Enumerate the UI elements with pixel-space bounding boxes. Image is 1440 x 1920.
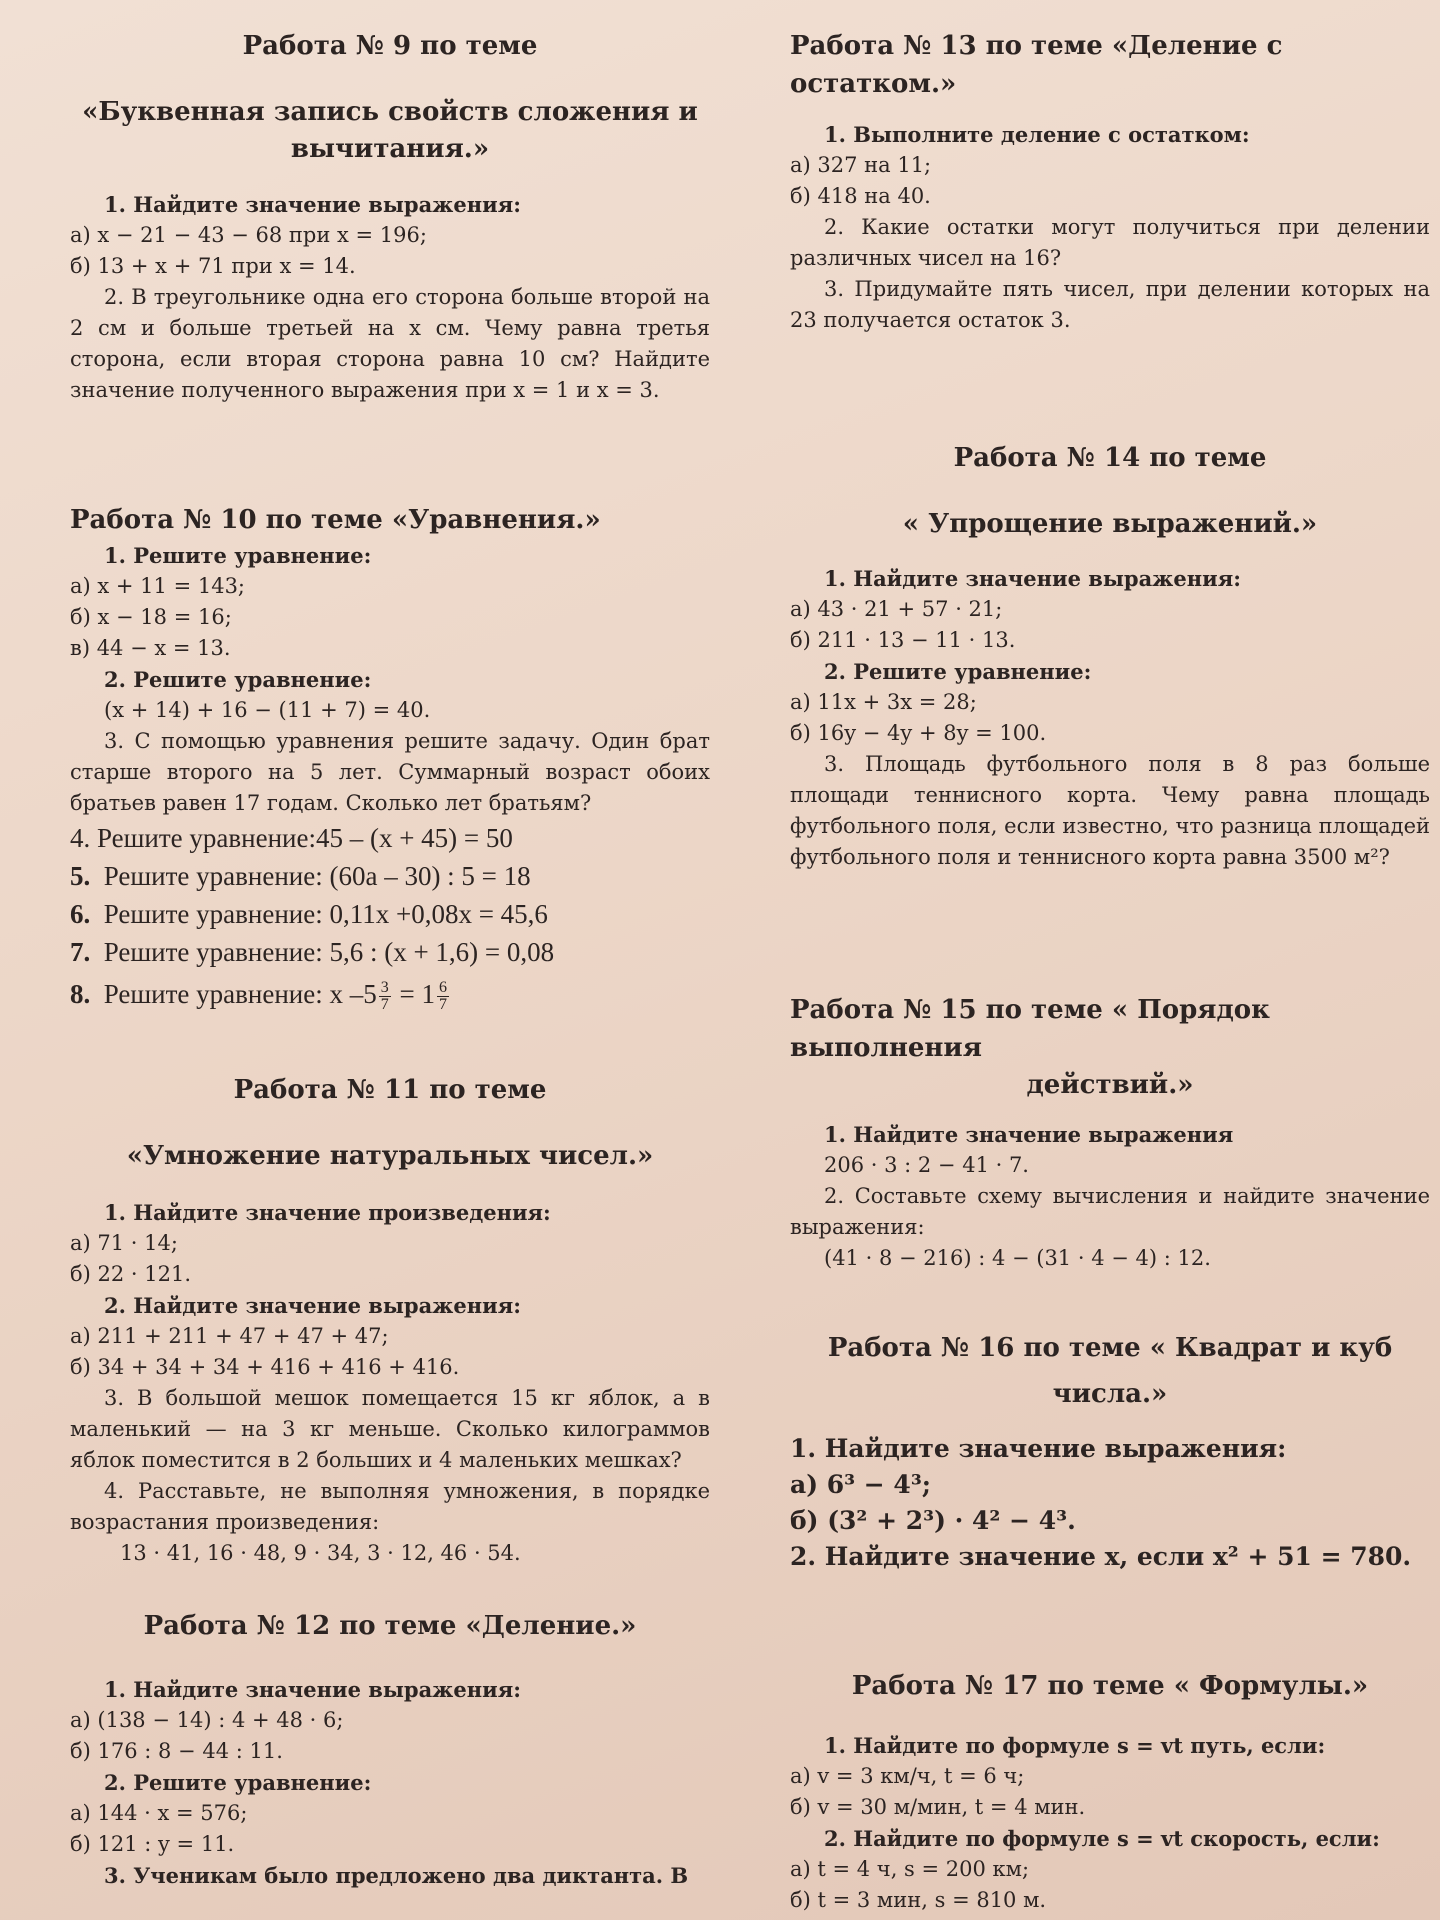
work-17-task-1b: б) v = 30 м/мин, t = 4 мин. bbox=[790, 1794, 1086, 1819]
work-10-task-1a: а) x + 11 = 143; bbox=[70, 573, 246, 598]
work-17-task-2: 2. Найдите по формуле s = vt скорость, если: bbox=[824, 1825, 1380, 1851]
work-17-task-1a: а) v = 3 км/ч, t = 6 ч; bbox=[790, 1763, 1025, 1788]
work-9-task-2: 2. В треугольнике одна его сторона больше второй на 2 см и больше третьей на x см. Чему равна третья сторона, если вторая сторона равна 10 см? Найдите значение полученного выражения при x = 1 и x = 3. bbox=[70, 285, 710, 403]
work-17-title: Работа № 17 по теме « Формулы.» bbox=[851, 1671, 1369, 1701]
work-12-task-1: 1. Найдите значение выражения: bbox=[104, 1676, 521, 1702]
work-16-task-1b: б) (3² + 2³) · 4² − 4³. bbox=[790, 1506, 1076, 1536]
work-10-task-1c: в) 44 − x = 13. bbox=[70, 635, 231, 660]
work-13-task-1b: б) 418 на 40. bbox=[790, 184, 931, 209]
work-12-task-2a: а) 144 · x = 576; bbox=[70, 1800, 248, 1825]
work-11-title: Работа № 11 по теме bbox=[233, 1075, 547, 1105]
work-10-section bbox=[70, 502, 710, 1013]
work-14-task-1b: б) 211 · 13 − 11 · 13. bbox=[790, 628, 1016, 653]
task-7-number: 7. bbox=[70, 936, 91, 967]
work-9-task-1a: а) x − 21 − 43 − 68 при x = 196; bbox=[70, 223, 427, 248]
work-15-task-1a: 206 · 3 : 2 − 41 · 7. bbox=[824, 1153, 1029, 1178]
work-14-section bbox=[790, 440, 1430, 873]
work-10-task-8 bbox=[70, 975, 710, 1013]
work-10-task-2: 2. Решите уравнение: bbox=[104, 666, 372, 692]
work-15-section bbox=[790, 992, 1430, 1274]
work-11-task-1b: б) 22 · 121. bbox=[70, 1262, 192, 1287]
work-10-task-5 bbox=[70, 857, 710, 895]
task-8-text: Решите уравнение: х –5 bbox=[103, 978, 377, 1009]
task-6-text: Решите уравнение: 0,11х +0,08х = 45,6 bbox=[103, 898, 548, 929]
work-10-task-4: 4. Решите уравнение:45 – (х + 45) = 50 bbox=[70, 822, 513, 853]
work-14-task-1: 1. Найдите значение выражения: bbox=[824, 566, 1241, 592]
work-10-task-2a: (x + 14) + 16 − (11 + 7) = 40. bbox=[104, 697, 431, 722]
work-16-title-line2: числа.» bbox=[1052, 1378, 1168, 1409]
work-15-task-2: 2. Составьте схему вычисления и найдите значение выражения: bbox=[790, 1184, 1430, 1240]
work-16-title-line1: Работа № 16 по теме « Квадрат и куб bbox=[827, 1333, 1393, 1363]
work-9-subtitle-line1: «Буквенная запись свойств сложения и bbox=[82, 96, 698, 127]
work-10-task-1: 1. Решите уравнение: bbox=[104, 542, 372, 568]
work-12-section bbox=[70, 1608, 710, 1891]
work-17-section bbox=[790, 1668, 1430, 1916]
work-13-title: Работа № 13 по теме «Деление с остатком.» bbox=[790, 31, 1283, 99]
work-14-task-1a: а) 43 · 21 + 57 · 21; bbox=[790, 597, 1003, 622]
work-11-task-2: 2. Найдите значение выражения: bbox=[104, 1293, 521, 1319]
work-16-task-2: 2. Найдите значение x, если x² + 51 = 780. bbox=[790, 1542, 1412, 1572]
work-12-task-3: 3. Ученикам было предложено два диктанта. В bbox=[104, 1862, 689, 1888]
work-11-section bbox=[70, 1072, 710, 1569]
work-13-task-1a: а) 327 на 11; bbox=[790, 153, 932, 178]
work-14-task-2: 2. Решите уравнение: bbox=[824, 659, 1092, 685]
work-11-task-2a: а) 211 + 211 + 47 + 47 + 47; bbox=[70, 1324, 389, 1349]
work-9-section bbox=[70, 28, 710, 406]
fraction-3-7: $\frac{3}{7}$ bbox=[380, 978, 389, 1013]
work-15-title-line2: действий.» bbox=[1026, 1070, 1194, 1101]
work-14-task-2a: а) 11x + 3x = 28; bbox=[790, 690, 977, 715]
task-8-number: 8. bbox=[70, 978, 91, 1009]
work-12-title: Работа № 12 по теме «Деление.» bbox=[143, 1611, 637, 1641]
work-16-task-1: 1. Найдите значение выражения: bbox=[790, 1434, 1287, 1464]
work-10-task-6 bbox=[70, 895, 710, 933]
work-11-task-4a: 13 · 41, 16 · 48, 9 · 34, 3 · 12, 46 · 54. bbox=[120, 1541, 521, 1566]
work-14-title: Работа № 14 по теме bbox=[953, 443, 1267, 473]
task-5-text: Решите уравнение: (60а – 30) : 5 = 18 bbox=[103, 860, 531, 891]
fraction-6-7: $\frac{6}{7}$ bbox=[438, 978, 447, 1013]
work-16-section bbox=[790, 1330, 1430, 1575]
work-11-task-3: 3. В большой мешок помещается 15 кг яблок, а в маленький — на 3 кг меньше. Сколько килограммов яблок поместится в 2 больших и 4 маленьких мешках? bbox=[70, 1386, 710, 1473]
task-7-text: Решите уравнение: 5,6 : (х + 1,6) = 0,08 bbox=[103, 936, 555, 967]
work-15-title-line1: Работа № 15 по теме « Порядок выполнения bbox=[790, 995, 1270, 1063]
work-11-task-1a: а) 71 · 14; bbox=[70, 1231, 178, 1256]
work-17-task-2a: а) t = 4 ч, s = 200 км; bbox=[790, 1856, 1030, 1881]
work-12-task-1b: б) 176 : 8 − 44 : 11. bbox=[70, 1738, 283, 1763]
work-10-task-1b: б) x − 18 = 16; bbox=[70, 604, 232, 629]
work-11-task-1: 1. Найдите значение произведения: bbox=[104, 1200, 551, 1226]
work-9-task-1: 1. Найдите значение выражения: bbox=[104, 192, 521, 218]
work-14-task-3: 3. Площадь футбольного поля в 8 раз больше площади теннисного корта. Чему равна площадь футбольного поля, если известно, что разница площадей футбольного поля и теннисного корта равна 3500 м²? bbox=[790, 752, 1430, 870]
work-16-task-1a: а) 6³ − 4³; bbox=[790, 1470, 932, 1500]
work-9-task-1b: б) 13 + x + 71 при x = 14. bbox=[70, 254, 356, 279]
work-11-task-2b: б) 34 + 34 + 34 + 416 + 416 + 416. bbox=[70, 1355, 460, 1380]
work-13-task-3: 3. Придумайте пять чисел, при делении которых на 23 получается остаток 3. bbox=[790, 277, 1430, 333]
work-9-subtitle-line2: вычитания.» bbox=[290, 134, 490, 165]
work-9-title: Работа № 9 по теме bbox=[242, 31, 538, 61]
task-8-equals: = 1 bbox=[399, 978, 435, 1009]
work-17-task-1: 1. Найдите по формуле s = vt путь, если: bbox=[824, 1732, 1326, 1758]
work-12-task-1a: а) (138 − 14) : 4 + 48 · 6; bbox=[70, 1707, 344, 1732]
work-15-task-1: 1. Найдите значение выражения bbox=[824, 1122, 1234, 1148]
work-12-task-2b: б) 121 : y = 11. bbox=[70, 1831, 235, 1856]
work-11-subtitle: «Умножение натуральных чисел.» bbox=[126, 1140, 654, 1171]
work-13-section bbox=[790, 28, 1430, 336]
task-6-number: 6. bbox=[70, 898, 91, 929]
work-13-task-2: 2. Какие остатки могут получиться при делении различных чисел на 16? bbox=[790, 215, 1430, 271]
work-14-subtitle: « Упрощение выражений.» bbox=[902, 508, 1318, 539]
work-10-task-3: 3. С помощью уравнения решите задачу. Один брат старше второго на 5 лет. Суммарный возраст обоих братьев равен 17 годам. Сколько лет братьям? bbox=[70, 728, 710, 815]
work-17-task-2b: б) t = 3 мин, s = 810 м. bbox=[790, 1887, 1047, 1912]
task-5-number: 5. bbox=[70, 860, 91, 891]
work-10-title: Работа № 10 по теме «Уравнения.» bbox=[70, 505, 601, 535]
work-10-task-7 bbox=[70, 933, 710, 971]
work-12-task-2: 2. Решите уравнение: bbox=[104, 1769, 372, 1795]
work-11-task-4: 4. Расставьте, не выполняя умножения, в порядке возрастания произведения: bbox=[70, 1479, 710, 1535]
work-15-task-2a: (41 · 8 − 216) : 4 − (31 · 4 − 4) : 12. bbox=[824, 1246, 1211, 1271]
work-14-task-2b: б) 16y − 4y + 8y = 100. bbox=[790, 721, 1047, 746]
work-13-task-1: 1. Выполните деление с остатком: bbox=[824, 122, 1250, 148]
